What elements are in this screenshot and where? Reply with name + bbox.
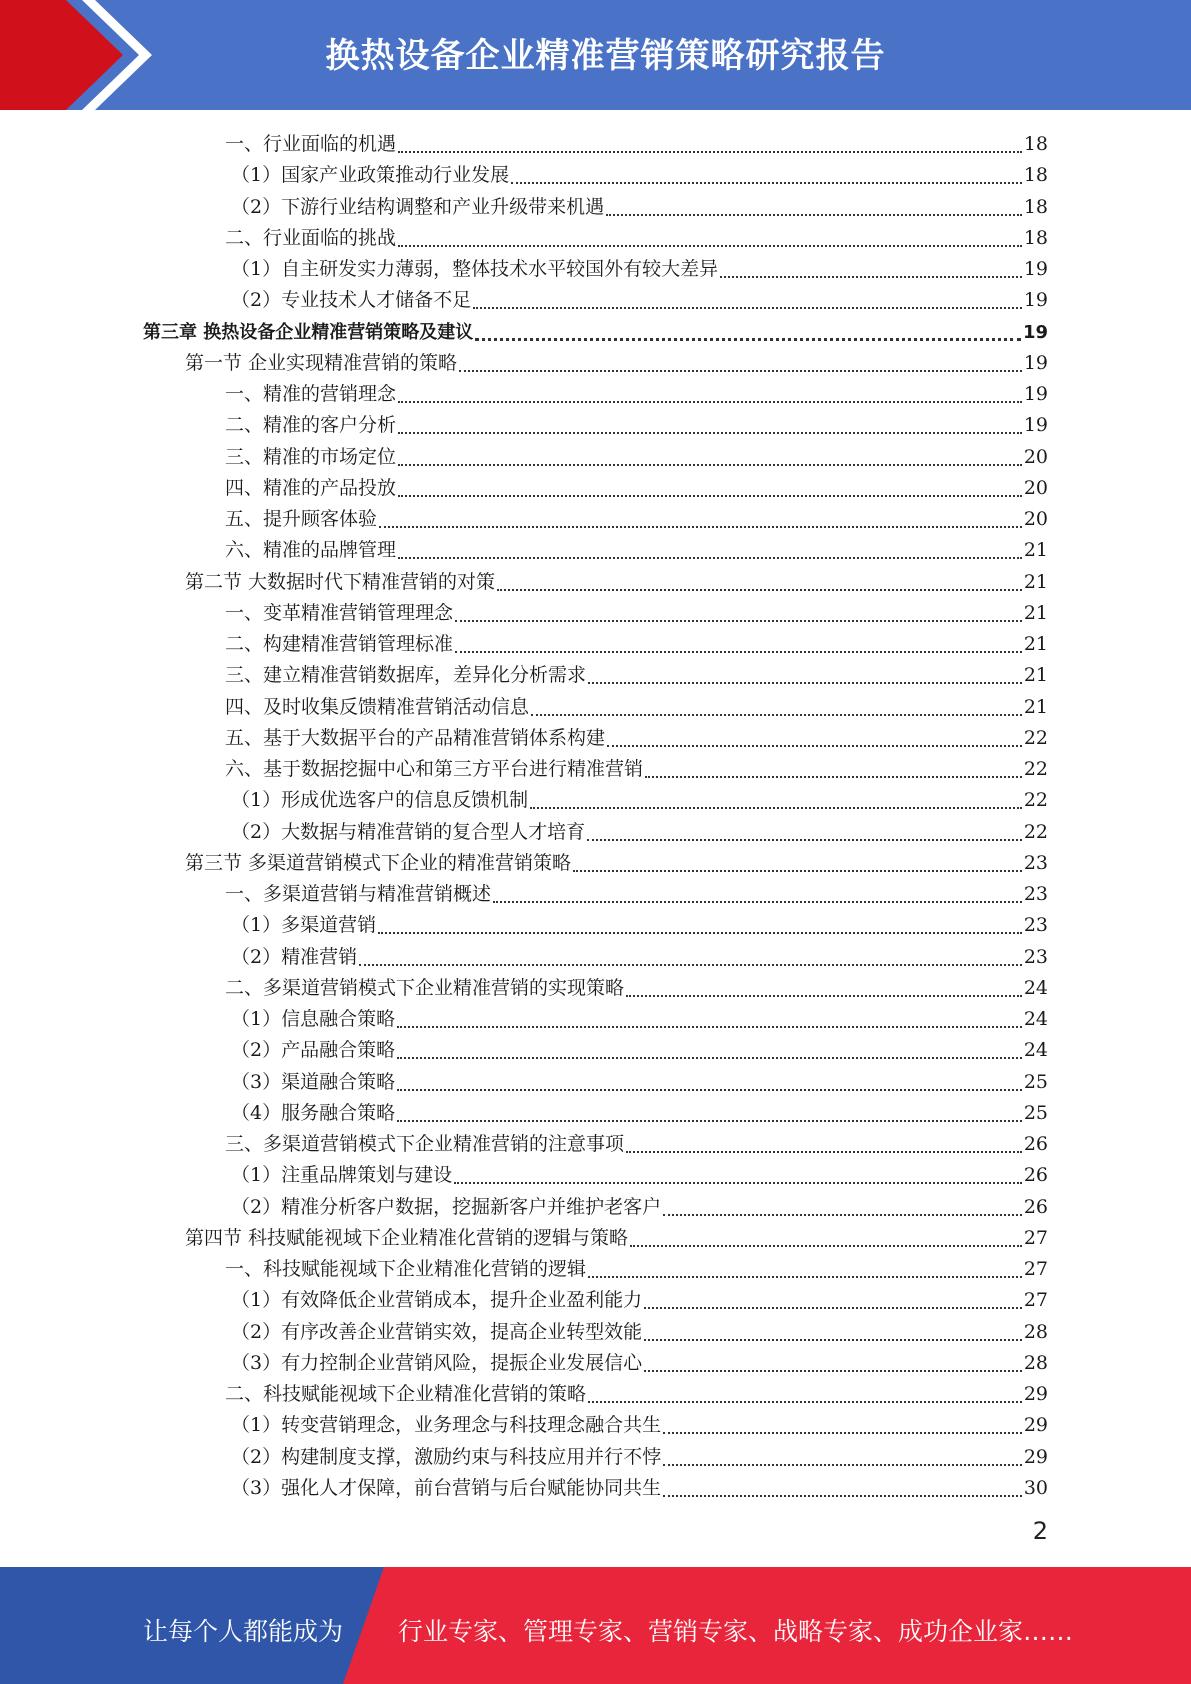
toc-entry-title: 四、及时收集反馈精准营销活动信息 <box>225 695 530 718</box>
toc-dot-leader <box>720 276 1022 278</box>
toc-dot-leader <box>588 1276 1022 1278</box>
report-title: 换热设备企业精准营销策略研究报告 <box>325 36 886 76</box>
toc-entry-title: 一、行业面临的机遇 <box>225 133 397 155</box>
toc-entry-title: （4）服务融合策略 <box>231 1101 396 1124</box>
toc-dot-leader <box>531 714 1022 716</box>
toc-entry[interactable] <box>225 973 1048 1004</box>
toc-entry[interactable] <box>231 785 1048 816</box>
toc-entry-page: 28 <box>1023 1320 1048 1343</box>
toc-entry-page: 18 <box>1023 133 1048 155</box>
footer-slogan-left: 让每个人都能成为 <box>143 1617 344 1646</box>
toc-entry-page: 20 <box>1023 445 1048 468</box>
toc-entry[interactable] <box>231 1473 1048 1504</box>
toc-dot-leader <box>398 401 1022 403</box>
toc-entry-page: 19 <box>1023 351 1048 374</box>
toc-entry-title: 五、基于大数据平台的产品精准营销体系构建 <box>225 726 606 749</box>
toc-entry-page: 22 <box>1023 789 1048 812</box>
toc-entry[interactable] <box>225 442 1048 473</box>
toc-entry[interactable] <box>231 160 1048 191</box>
toc-entry-title: 一、多渠道营销与精准营销概述 <box>225 883 492 905</box>
page-number: 2 <box>1032 1517 1048 1545</box>
toc-entry[interactable] <box>225 504 1048 535</box>
toc-entry-page: 23 <box>1023 914 1048 937</box>
toc-entry[interactable] <box>231 1348 1048 1379</box>
toc-entry-page: 26 <box>1023 1164 1048 1187</box>
toc-entry-title: （2）大数据与精准营销的复合型人才培育 <box>231 820 586 843</box>
toc-dot-leader <box>645 776 1022 778</box>
toc-entry-page: 30 <box>1023 1476 1048 1499</box>
toc-entry[interactable] <box>231 1067 1048 1098</box>
toc-entry[interactable] <box>231 1442 1048 1473</box>
toc-entry-title: 一、精准的营销理念 <box>225 383 397 405</box>
toc-entry[interactable] <box>225 410 1048 441</box>
toc-entry-title: （3）有力控制企业营销风险，提振企业发展信心 <box>231 1351 643 1374</box>
toc-entry[interactable] <box>231 817 1048 848</box>
toc-dot-leader <box>607 745 1022 747</box>
toc-entry-title: （1）自主研发实力薄弱，整体技术水平较国外有较大差异 <box>231 258 719 280</box>
toc-entry-title: 六、基于数据挖掘中心和第三方平台进行精准营销 <box>225 758 644 780</box>
toc-entry-title: （2）构建制度支撑，激励约束与科技应用并行不悖 <box>231 1445 662 1468</box>
toc-entry-title: （1）注重品牌策划与建设 <box>231 1164 453 1187</box>
toc-entry-title: （3）强化人才保障，前台营销与后台赋能协同共生 <box>231 1476 662 1499</box>
toc-entry-page: 19 <box>1023 383 1048 405</box>
toc-entry-title: 三、精准的市场定位 <box>225 445 397 468</box>
toc-entry-page: 19 <box>1023 258 1048 280</box>
toc-entry-page: 24 <box>1023 976 1048 999</box>
toc-dot-leader <box>663 1464 1022 1466</box>
toc-dot-leader <box>379 526 1022 528</box>
toc-dot-leader <box>475 338 1021 341</box>
toc-entry-title: （1）转变营销理念，业务理念与科技理念融合共生 <box>231 1414 662 1437</box>
toc-dot-leader <box>398 151 1022 153</box>
toc-entry[interactable] <box>231 1004 1048 1035</box>
toc-dot-leader <box>398 495 1022 497</box>
toc-entry-title: 第四节 科技赋能视域下企业精准化营销的逻辑与策略 <box>185 1226 629 1249</box>
toc-entry-title: 二、精准的客户分析 <box>225 414 397 437</box>
toc-dot-leader <box>663 1214 1022 1216</box>
toc-entry-title: 二、科技赋能视域下企业精准化营销的策略 <box>225 1383 587 1405</box>
toc-entry-page: 25 <box>1023 1101 1048 1124</box>
toc-entry-page: 20 <box>1023 508 1048 530</box>
toc-entry-page: 21 <box>1023 695 1048 718</box>
toc-entry-title: （2）下游行业结构调整和产业升级带来机遇 <box>231 195 605 218</box>
toc-entry[interactable] <box>225 223 1048 254</box>
toc-dot-leader <box>644 1370 1022 1372</box>
toc-entry-page: 21 <box>1023 633 1048 655</box>
toc-entry-page: 26 <box>1023 1195 1048 1218</box>
toc-entry[interactable] <box>225 129 1048 160</box>
toc-entry-page: 22 <box>1023 726 1048 749</box>
toc-dot-leader <box>359 964 1022 966</box>
header-banner <box>0 0 1191 110</box>
toc-dot-leader <box>398 245 1022 247</box>
toc-dot-leader <box>644 1339 1022 1341</box>
toc-entry-page: 21 <box>1023 570 1048 593</box>
toc-entry[interactable] <box>225 473 1048 504</box>
toc-entry-page: 23 <box>1023 883 1048 905</box>
toc-entry-title: 第一节 企业实现精准营销的策略 <box>185 351 458 374</box>
toc-entry[interactable] <box>231 1035 1048 1066</box>
toc-entry-title: （1）信息融合策略 <box>231 1008 396 1030</box>
toc-dot-leader <box>397 1120 1022 1122</box>
toc-entry[interactable] <box>143 317 1048 348</box>
toc-entry-page: 21 <box>1023 601 1048 624</box>
toc-dot-leader <box>397 1026 1022 1028</box>
toc-dot-leader <box>454 1182 1022 1184</box>
toc-entry-title: 五、提升顾客体验 <box>225 508 378 530</box>
toc-entry-page: 22 <box>1023 758 1048 780</box>
toc-entry-title: 六、精准的品牌管理 <box>225 539 397 562</box>
toc-entry[interactable] <box>231 1160 1048 1191</box>
toc-entry-title: 第三节 多渠道营销模式下企业的精准营销策略 <box>185 851 572 874</box>
toc-dot-leader <box>497 589 1022 591</box>
toc-entry-page: 19 <box>1022 321 1048 343</box>
toc-entry-title: 三、多渠道营销模式下企业精准营销的注意事项 <box>225 1133 625 1155</box>
toc-dot-leader <box>378 932 1022 934</box>
toc-dot-leader <box>455 651 1022 653</box>
toc-dot-leader <box>573 870 1022 872</box>
toc-entry-page: 28 <box>1023 1351 1048 1374</box>
toc-entry-title: （2）产品融合策略 <box>231 1039 396 1062</box>
toc-entry[interactable] <box>225 692 1048 723</box>
toc-entry-title: 一、变革精准营销管理理念 <box>225 601 454 624</box>
toc-entry-title: 二、行业面临的挑战 <box>225 226 397 249</box>
toc-dot-leader <box>630 1245 1022 1247</box>
toc-entry[interactable] <box>231 192 1048 223</box>
toc-entry-title: 第三章 换热设备企业精准营销策略及建议 <box>143 321 474 343</box>
toc-entry[interactable] <box>225 535 1048 566</box>
toc-entry-title: 一、科技赋能视域下企业精准化营销的逻辑 <box>225 1258 587 1280</box>
toc-entry[interactable] <box>225 754 1048 785</box>
toc-dot-leader <box>588 682 1022 684</box>
toc-entry[interactable] <box>231 1410 1048 1441</box>
toc-entry[interactable] <box>225 879 1048 910</box>
toc-entry-title: 四、精准的产品投放 <box>225 476 397 499</box>
toc-entry-page: 23 <box>1023 945 1048 968</box>
toc-entry-title: （2）精准分析客户数据，挖掘新客户并维护老客户 <box>231 1195 662 1218</box>
toc-entry-title: （1）形成优选客户的信息反馈机制 <box>231 789 529 812</box>
toc-dot-leader <box>397 1089 1022 1091</box>
toc-entry-page: 29 <box>1023 1414 1048 1437</box>
toc-entry-page: 19 <box>1023 289 1048 312</box>
toc-entry-page: 27 <box>1023 1258 1048 1280</box>
toc-entry[interactable] <box>231 910 1048 941</box>
toc-entry[interactable] <box>231 1098 1048 1129</box>
toc-dot-leader <box>511 182 1022 184</box>
toc-entry-page: 24 <box>1023 1039 1048 1062</box>
toc-entry[interactable] <box>185 848 1048 879</box>
toc-entry[interactable] <box>185 348 1048 379</box>
toc-dot-leader <box>398 432 1022 434</box>
toc-entry[interactable] <box>225 1129 1048 1160</box>
toc-entry[interactable] <box>231 942 1048 973</box>
toc-entry[interactable] <box>225 379 1048 410</box>
toc-dot-leader <box>626 995 1022 997</box>
toc-entry-title: （2）专业技术人才储备不足 <box>231 289 472 312</box>
toc-entry[interactable] <box>231 1285 1048 1316</box>
toc-entry-page: 20 <box>1023 476 1048 499</box>
toc-dot-leader <box>663 1432 1022 1434</box>
toc-entry[interactable] <box>231 1317 1048 1348</box>
toc-entry-title: （2）有序改善企业营销实效，提高企业转型效能 <box>231 1320 643 1343</box>
toc-entry-page: 29 <box>1023 1383 1048 1405</box>
toc-dot-leader <box>398 557 1022 559</box>
toc-dot-leader <box>455 620 1022 622</box>
toc-entry-title: 二、多渠道营销模式下企业精准营销的实现策略 <box>225 976 625 999</box>
toc-entry-page: 22 <box>1023 820 1048 843</box>
toc-entry[interactable] <box>225 1254 1048 1285</box>
toc-entry-page: 18 <box>1023 164 1048 187</box>
toc-dot-leader <box>473 307 1022 309</box>
toc-dot-leader <box>398 464 1022 466</box>
toc-entry[interactable] <box>225 723 1048 754</box>
toc-entry[interactable] <box>225 629 1048 660</box>
toc-dot-leader <box>588 1401 1022 1403</box>
toc-entry-page: 29 <box>1023 1445 1048 1468</box>
toc-dot-leader <box>644 1307 1022 1309</box>
footer-slogan-right: 行业专家、管理专家、营销专家、战略专家、成功企业家…… <box>398 1617 1074 1646</box>
toc-dot-leader <box>587 839 1022 841</box>
toc-dot-leader <box>493 901 1022 903</box>
toc-dot-leader <box>606 214 1022 216</box>
toc-entry[interactable] <box>185 1223 1048 1254</box>
toc-entry[interactable] <box>225 598 1048 629</box>
toc-entry-page: 24 <box>1023 1008 1048 1030</box>
toc-entry[interactable] <box>225 1379 1048 1410</box>
toc-entry-title: 二、构建精准营销管理标准 <box>225 633 454 655</box>
toc-entry-title: （1）有效降低企业营销成本，提升企业盈利能力 <box>231 1289 643 1312</box>
toc-entry-title: （2）精准营销 <box>231 945 358 968</box>
toc-entry[interactable] <box>185 567 1048 598</box>
toc-entry-page: 21 <box>1023 539 1048 562</box>
toc-entry-title: 第二节 大数据时代下精准营销的对策 <box>185 570 496 593</box>
toc-entry[interactable] <box>225 660 1048 691</box>
toc-entry-page: 27 <box>1023 1226 1048 1249</box>
toc-entry-page: 19 <box>1023 414 1048 437</box>
toc-entry[interactable] <box>231 1192 1048 1223</box>
toc-entry-title: 三、建立精准营销数据库，差异化分析需求 <box>225 664 587 687</box>
toc-entry-page: 21 <box>1023 664 1048 687</box>
toc-entry-page: 23 <box>1023 851 1048 874</box>
toc-entry-title: （1）国家产业政策推动行业发展 <box>231 164 510 187</box>
toc-dot-leader <box>459 370 1022 372</box>
toc-entry[interactable] <box>231 285 1048 316</box>
toc-dot-leader <box>530 807 1022 809</box>
toc-entry-page: 27 <box>1023 1289 1048 1312</box>
toc-dot-leader <box>397 1057 1022 1059</box>
toc-entry-title: （1）多渠道营销 <box>231 914 377 937</box>
toc-entry-page: 26 <box>1023 1133 1048 1155</box>
toc-entry-title: （3）渠道融合策略 <box>231 1070 396 1093</box>
toc-entry-page: 25 <box>1023 1070 1048 1093</box>
toc-dot-leader <box>663 1495 1022 1497</box>
toc-entry-page: 18 <box>1023 226 1048 249</box>
toc-entry-page: 18 <box>1023 195 1048 218</box>
toc-dot-leader <box>626 1151 1022 1153</box>
toc-entry[interactable] <box>231 254 1048 285</box>
